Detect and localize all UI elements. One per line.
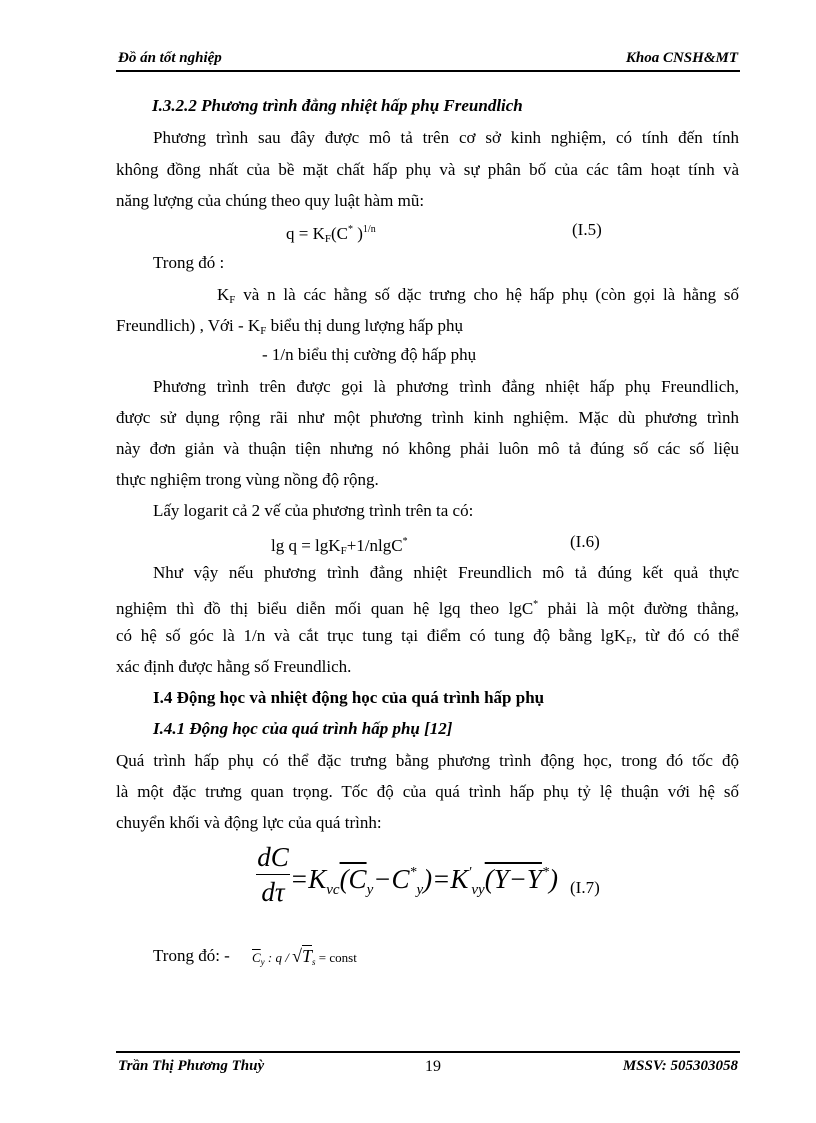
eq6-label: (I.6) — [570, 532, 600, 551]
eq7-rhs-close: ) — [548, 864, 558, 894]
eq7-rhs-c: (C — [339, 864, 367, 894]
eq5-label: (I.5) — [572, 220, 602, 239]
kf-line3: - 1/n biểu thị cường độ hấp phụ — [262, 345, 477, 364]
para3-l2-sup: * — [533, 599, 539, 610]
equation-i6 — [271, 532, 408, 561]
cond-c-sub: y — [260, 957, 265, 967]
eq7-rhs-y: (Y−Y — [484, 864, 542, 894]
eq5-mid: (C — [331, 224, 348, 243]
footer-mssv: MSSV: 505303058 — [622, 1058, 738, 1074]
eq7-rhs-k2: )=K — [423, 864, 469, 894]
i4-para-line1: Quá trình hấp phụ có thể đặc trưng bằng phương trình động học, trong đó tốc độ — [116, 751, 739, 770]
header-right: Khoa CNSH&MT — [625, 50, 738, 66]
para1-line3: năng lượng của chúng theo quy luật hàm mũ: — [116, 191, 425, 210]
log-line: Lấy logarit cả 2 vế của phương trình trên ta có: — [153, 501, 474, 520]
para3-line3 — [116, 626, 739, 651]
i4-para-line3: chuyển khối và động lực của quá trình: — [116, 813, 382, 832]
header-rule — [116, 70, 740, 72]
cond-t-sub: s — [312, 957, 316, 967]
header-left: Đồ án tốt nghiệp — [118, 50, 222, 66]
kf-line1-b: và n là các hằng số dặc trưng cho hệ hấp phụ (còn gọi là hằng số — [235, 285, 739, 304]
para2-line3: này đơn giản và thuận tiện nhưng nó không phải luôn mô tả đúng số các số liệu — [116, 439, 739, 458]
eq5-sup2: 1/n — [362, 224, 376, 235]
para2-line2: được sử dụng rộng rãi như một phương trình kinh nghiệm. Mặc dù phương trình — [116, 408, 739, 427]
eq7-rhs-c-sub: y — [366, 882, 374, 898]
eq6-b: +1/nlgC — [346, 536, 403, 555]
eq7-rhs-cstar: −C — [373, 864, 410, 894]
eq6-a: lg q = lgK — [271, 536, 341, 555]
eq7-fraction — [256, 842, 290, 907]
eq7-denominator: dτ — [261, 877, 285, 907]
eq5-sub: F — [324, 233, 331, 245]
section-heading-i322: I.3.2.2 Phương trình đẳng nhiệt hấp phụ Freundlich — [152, 96, 523, 115]
eq7-rhs-y-sup: * — [541, 865, 549, 880]
cond-mid: : q / — [264, 950, 293, 965]
kf-line2-a: Freundlich) , Với - K — [116, 316, 261, 335]
eq7-fraction-bar — [256, 874, 290, 875]
eq7-numerator: dC — [257, 842, 289, 872]
equation-i5 — [286, 220, 376, 249]
eq7-rhs-k2-sup: ' — [468, 865, 472, 880]
footer-author: Trần Thị Phương Thuỳ — [118, 1058, 265, 1074]
footer-rule — [116, 1051, 740, 1053]
para3-line4: xác định được hằng số Freundlich. — [116, 657, 352, 676]
para3-l3-sub: F — [626, 635, 633, 647]
para3-l2-b: phải là một đường thẳng, — [538, 599, 739, 618]
eq7-rhs-cstar-sub: y — [416, 882, 424, 898]
eq6-sup: * — [402, 536, 408, 547]
eq7-rhs-cstar-sup: * — [409, 865, 417, 880]
para3-line2 — [116, 595, 739, 619]
trong-do-1: Trong đó : — [153, 253, 225, 272]
para2-line1: Phương trình trên được gọi là phương trình đẳng nhiệt hấp phụ Freundlich, — [153, 377, 739, 396]
i4-para-line2: là một đặc trưng quan trọng. Tốc độ của quá trình hấp phụ tỷ lệ thuận với hệ số — [116, 782, 739, 801]
eq6-sub: F — [340, 545, 347, 557]
eq7-rhs-sub: vc — [326, 882, 340, 898]
kf-line1 — [217, 285, 739, 310]
eq7-rhs-k2-sub: vy — [471, 882, 485, 898]
trong-do-2: Trong đó: - — [153, 946, 230, 965]
kf-line1-sub: F — [229, 294, 236, 306]
eq7-rhs — [290, 858, 558, 905]
kf-line1-a: K — [217, 285, 230, 304]
page-number: 19 — [425, 1058, 441, 1075]
cond-tail: = const — [315, 950, 357, 965]
kf-line2 — [116, 316, 463, 341]
eq7-label: (I.7) — [570, 878, 600, 897]
para3-l3-a: có hệ số góc là 1/n và cắt trục tung tại điểm có tung độ bằng lgK — [116, 626, 627, 645]
cond-t: T — [302, 946, 313, 966]
para2-line4: thực nghiệm trong vùng nồng độ rộng. — [116, 470, 379, 489]
section-heading-i41: I.4.1 Động học của quá trình hấp phụ [12] — [153, 719, 453, 738]
section-heading-i4: I.4 Động học và nhiệt động học của quá trình hấp phụ — [153, 688, 545, 707]
para3-l2-a: nghiệm thì đồ thị biểu diễn mối quan hệ lgq theo lgC — [116, 599, 534, 618]
para3-line1: Như vậy nếu phương trình đẳng nhiệt Freundlich mô tả đúng kết quả thực — [153, 563, 739, 582]
kf-line2-b: biểu thị dung lượng hấp phụ — [266, 316, 463, 335]
eq5-lhs: q = K — [286, 224, 325, 243]
para3-l3-b: , từ đó có thể — [632, 626, 739, 645]
cond-c: $\overline{C}$ — [252, 950, 261, 965]
eq5-sup1: * — [348, 224, 353, 235]
kf-line2-sub: F — [260, 325, 267, 337]
para1-line1: Phương trình sau đây được mô tả trên cơ sở kinh nghiệm, có tính đến tính — [153, 128, 739, 147]
eq7-rhs-k: =K — [290, 864, 327, 894]
condition-formula — [252, 946, 357, 972]
sqrt-icon: √ — [292, 946, 303, 966]
para1-line2: không đồng nhất của bề mặt chất hấp phụ và sự phân bố của các tâm hoạt tính và — [116, 160, 739, 179]
eq5-close: ) — [353, 224, 363, 243]
